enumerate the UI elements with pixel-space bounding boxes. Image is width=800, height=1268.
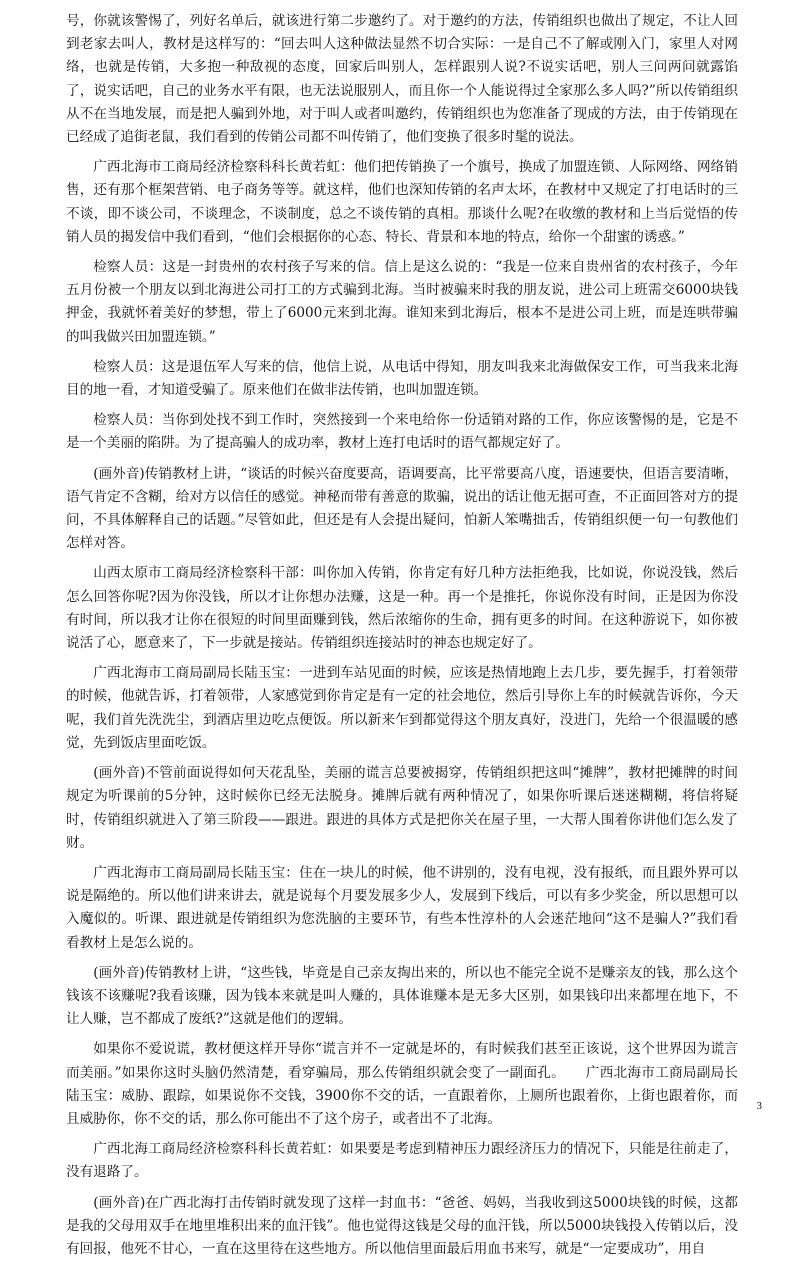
paragraph: 如果你不爱说谎，教材便这样开导你“谎言并不一定就是坏的，有时候我们甚至正该说，这个世界因为谎言而美丽。”如果你这时头脑仍然清楚，看穿骗局，那么传销组织就会变了一副面孔。 广西北海市工商局副局长陆玉宝：威胁、跟踪，如果说你不交钱，3900你不交的话，一直跟着你，上厕所也跟着你，上街也跟着你，而且威胁你，你不交的话，那么你可能出不了这个房子，或者出不了北海。: [66, 1041, 738, 1127]
paragraph: (画外音)不管前面说得如何天花乱坠，美丽的谎言总要被揭穿，传销组织把这叫“摊牌”，教材把摊牌的时间规定为听课前的5分钟，这时候你已经无法脱身。摊牌后就有两种情况了，如果你听课后迷迷糊糊，将信将疑时，传销组织就进入了第三阶段——跟进。跟进的具体方式是把你关在屋子里，一大帮人围着你讲他们怎么发了财。: [66, 765, 738, 851]
page-number: 3: [756, 1100, 762, 1112]
paragraph: 号，你就该警惕了，列好名单后，就该进行第二步邀约了。对于邀约的方法，传销组织也做出了规定，不让人回到老家去叫人，教材是这样写的：“回去叫人这种做法显然不切合实际：一是自己不了解或刚入门，家里人对网络，也就是传销，大多抱一种敌视的态度，回家后叫别人，怎样跟别人说?不说实话吧，别人三问两问就露馅了，说实话吧，自己的业务水平有限，也无法说服别人，而且你一个人能说得过全家那么多人吗?”所以传销组织从不在当地发展，而是把人骗到外地，对于叫人或者叫邀约，传销组织也为您准备了现成的方法，由于传销现在已经成了追街老鼠，我们看到的传销公司都不叫传销了，他们变换了很多时髦的说法。: [66, 13, 738, 146]
paragraph: (画外音)传销教材上讲，“这些钱，毕竟是自己亲友掏出来的，所以也不能完全说不是赚亲友的钱，那么这个钱该不该赚呢?我看该赚，因为钱本来就是叫人赚的，具体谁赚本是无多大区别，如果钱印出来都埋在地下，不让人赚，岂不都成了废纸?”这就是他们的逻辑。: [66, 964, 738, 1028]
paragraph: 广西北海市工商局副局长陆玉宝：住在一块儿的时候，他不讲别的，没有电视，没有报纸，而且跟外界可以说是隔绝的。所以他们讲来讲去，就是说每个月要发展多少人，发展到下线后，可以有多少奖金，所以思想可以入魔似的。听课、跟进就是传销组织为您洗脑的主要环节，有些本性淳朴的人会迷茫地问“这不是骗人?”我们看看教材上是怎么说的。: [66, 864, 738, 951]
paragraph: 广西北海市工商局经济检察科科长黄若虹：他们把传销换了一个旗号，换成了加盟连锁、人际网络、网络销售，还有那个框架营销、电子商务等等。就这样，他们也深知传销的名声太坏，在教材中又规定了打电话时的三不谈，即不谈公司，不谈理念，不谈制度，总之不谈传销的真相。那谈什么呢?在收缴的教材和上当后觉悟的传销人员的揭发信中我们看到，“他们会根据你的心态、特长、背景和本地的特点，给你一个甜蜜的诱惑。”: [66, 159, 738, 245]
paragraph: 检察人员：这是一封贵州的农村孩子写来的信。信上是这么说的：“我是一位来自贵州省的农村孩子，今年五月份被一个朋友以到北海进公司打工的方式骗到北海。当时被骗来时我的朋友说，进公司上班需交6000块钱押金，我就怀着美好的梦想，带上了6000元来到北海。谁知来到北海后，根本不是进公司上班，而是连哄带骗的叫我做兴田加盟连锁。”: [66, 259, 738, 345]
paragraph: 检察人员：当你到处找不到工作时，突然接到一个来电给你一份适销对路的工作，你应该警惕的是，它是不是一个美丽的陷阱。为了提高骗人的成功率，教材上连打电话时的语气都规定好了。: [66, 412, 738, 452]
paragraph: (画外音)在广西北海打击传销时就发现了这样一封血书：“爸爸、妈妈，当我收到这5000块钱的时候，这都是我的父母用双手在地里堆积出来的血汗钱”。他也觉得这钱是父母的血汗钱，所以5000块钱投入传销以后，没有回报，他死不甘心，一直在这里待在这些地方。所以他信里面最后用血书来写，就是“一定要成功”，用自: [66, 1194, 738, 1257]
paragraph: 广西北海市工商局副局长陆玉宝：一进到车站见面的时候，应该是热情地跑上去几步，要先握手，打着领带的时候，他就告诉，打着领带，人家感觉到你肯定是有一定的社会地位，然后引导你上车的时候就告诉你，今天呢，我们首先洗洗尘，到酒店里边吃点便饭。所以新来乍到都觉得这个朋友真好，没进门，先给一个很温暖的感觉，先到饭店里面吃饭。: [66, 665, 738, 751]
paragraph: 山西太原市工商局经济检察科干部：叫你加入传销，你肯定有好几种方法拒绝我，比如说，你说没钱，然后怎么回答你呢?因为你没钱，所以才让你想办法赚，这是一种。再一个是推托，你说你没有时间，正是因为你没有时间，所以我才让你在很短的时间里面赚到钱，然后浓缩你的生命，拥有更多的时间。在这种游说下，如你被说活了心，愿意来了，下一步就是接站。传销组织连接站时的神态也规定好了。: [66, 565, 738, 652]
paragraph: 检察人员：这是退伍军人写来的信，他信上说，从电话中得知，朋友叫我来北海做保安工作，可当我来北海目的地一看，才知道受骗了。原来他们在做非法传销，也叫加盟连锁。: [66, 358, 738, 399]
paragraph: 广西北海工商局经济检察科科长黄若虹：如果要是考虑到精神压力跟经济压力的情况下，只能是往前走了，没有退路了。: [66, 1141, 738, 1181]
paragraph: (画外音)传销教材上讲，“谈话的时候兴奋度要高，语调要高，比平常要高八度，语速要快，但语言要清晰，语气肯定不含糊，给对方以信任的感觉。神秘而带有善意的欺骗，说出的话让他无据可查，不正面回答对方的提问，不具体解释自己的话题。”尽管如此，但还是有人会提出疑问，怕新人笨嘴拙舌，传销组织便一句一句教他们怎样对答。: [66, 465, 738, 552]
document-body: [66, 10, 738, 1268]
